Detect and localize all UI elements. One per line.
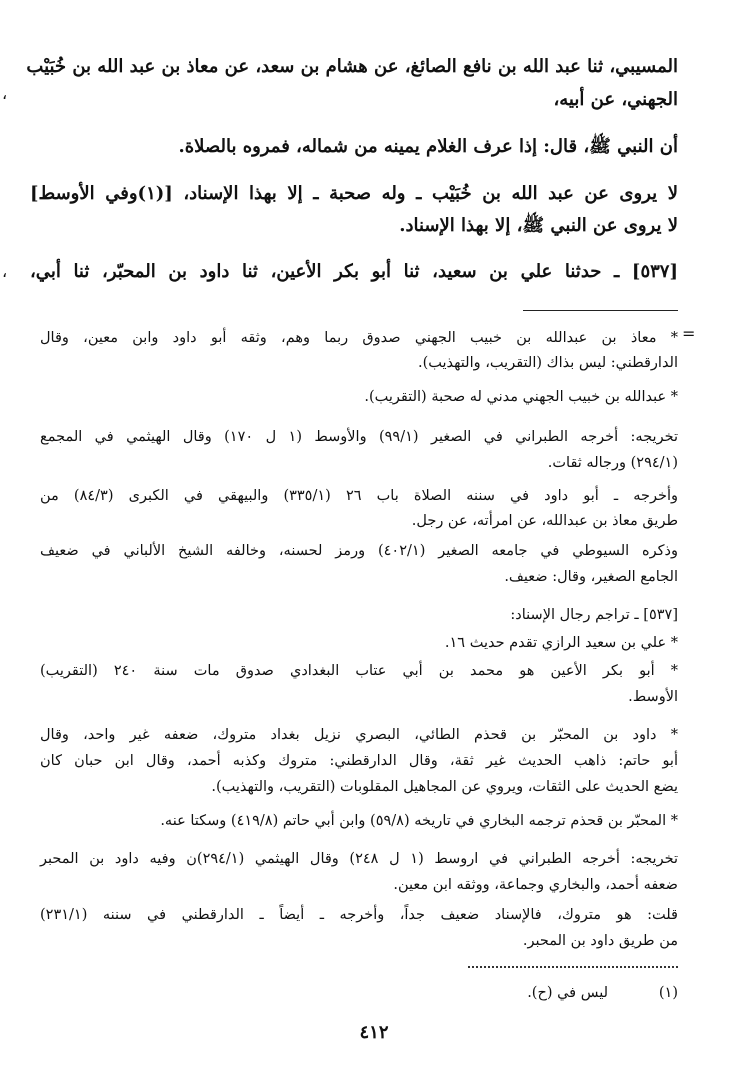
footnote-line: * داود بن المحبّر بن قحذم الطائي، البصري نزيل بغداد متروك، ضعفه غير واحد، وقال	[40, 727, 678, 743]
main-text-line: لا يروى عن عبد الله بن خُبَيْب ـ وله صحبة ـ إلا بهذا الإسناد، [(١)وفي الأوسط]	[30, 183, 679, 204]
margin-mark: ،	[2, 262, 8, 281]
footnote-line: من طريق داود بن المحبر.	[522, 933, 678, 949]
footnote-line: [٥٣٧] ـ تراجم رجال الإسناد:	[510, 607, 678, 623]
margin-note-number: (١)	[658, 985, 678, 1001]
footnote-line: وذكره السيوطي في جامعه الصغير (٤٠٢/١) ورمز لحسنه، وخالفه الشيخ الألباني في ضعيف	[40, 543, 678, 559]
footnote-line: (٢٩٤/١) ورجاله ثقات.	[547, 455, 678, 471]
hadith-537-heading: [٥٣٧] ـ حدثنا علي بن سعيد، ثنا أبو بكر الأعين، ثنا داود بن المحبّر، ثنا أبي،	[30, 261, 678, 282]
footnote-line: الدارقطني: ليس بذاك (التقريب، والتهذيب).	[417, 355, 678, 371]
main-text-line: أن النبي ﷺ، قال: إذا عرف الغلام يمينه من شماله، فمروه بالصلاة.	[178, 136, 678, 157]
footnote-line: وأخرجه ـ أبو داود في سننه الصلاة باب ٢٦ (٣٣٥/١) والبيهقي في الكبرى (٨٤/٣) من	[40, 488, 678, 504]
footnote-line: طريق معاذ بن عبدالله، عن امرأته، عن رجل.	[411, 513, 678, 529]
footnote-line: تخريجه: أخرجه الطبراني في الصغير (٩٩/١) والأوسط (١ ل ١٧٠) وقال الهيثمي في المجمع	[40, 429, 678, 445]
main-text-line: الجهني، عن أبيه،	[553, 89, 678, 110]
footnote-line: ضعفه أحمد، والبخاري وجماعة، ووثقه ابن معين.	[393, 877, 678, 893]
footnote-line: يضع الحديث على الثقات، ويروي عن المجاهيل المقلوبات (التقريب، والتهذيب).	[211, 779, 678, 795]
footnote-line: * علي بن سعيد الرازي تقدم حديث ١٦.	[444, 635, 678, 651]
footnote-line: الجامع الصغير، وقال: ضعيف.	[504, 569, 678, 585]
continuation-mark: =	[682, 324, 696, 343]
footnote-separator	[523, 310, 678, 311]
footnote-line: أبو حاتم: ذاهب الحديث غير ثقة، وقال الدارقطني: متروك وكذبه أحمد، وقال ابن حبان كان	[40, 753, 678, 769]
footnote-line: الأوسط.	[628, 689, 678, 705]
main-text-line: لا يروى عن النبي ﷺ، إلا بهذا الإسناد.	[399, 215, 678, 236]
footnote-line: * المحبّر بن قحذم ترجمه البخاري في تاريخه (٥٩/٨) وابن أبي حاتم (٤١٩/٨) وسكتا عنه.	[160, 813, 678, 829]
main-text-line: المسيبي، ثنا عبد الله بن نافع الصائغ، عن هشام بن سعد، عن معاذ بن عبد الله بن خُبَيْب	[26, 56, 678, 77]
margin-note-text: ليس في (ح).	[527, 985, 608, 1001]
footnote-line: * أبو بكر الأعين هو محمد بن أبي عتاب البغدادي صدوق مات سنة ٢٤٠ (التقريب)	[40, 663, 679, 679]
footnote-line: تخريجه: أخرجه الطبراني في اروسط (١ ل ٢٤٨) وقال الهيثمي (٢٩٤/١)ن وفيه داود بن المحبر	[40, 851, 678, 867]
footnote-line: قلت: هو متروك، فالإسناد ضعيف جداً، وأخرجه ـ أيضاً ـ الدارقطني في سننه (٢٣١/١)	[40, 907, 678, 923]
footnote-line: * معاذ بن عبدالله بن خبيب الجهني صدوق ربما وهم، وثقه أبو داود وابن معين، وقال	[40, 330, 678, 346]
footnote-line: * عبدالله بن خبيب الجهني مدني له صحبة (التقريب).	[364, 389, 678, 405]
page-number: ٤١٢	[359, 1022, 389, 1043]
margin-note-separator	[468, 966, 678, 968]
margin-mark: ،	[2, 84, 8, 103]
